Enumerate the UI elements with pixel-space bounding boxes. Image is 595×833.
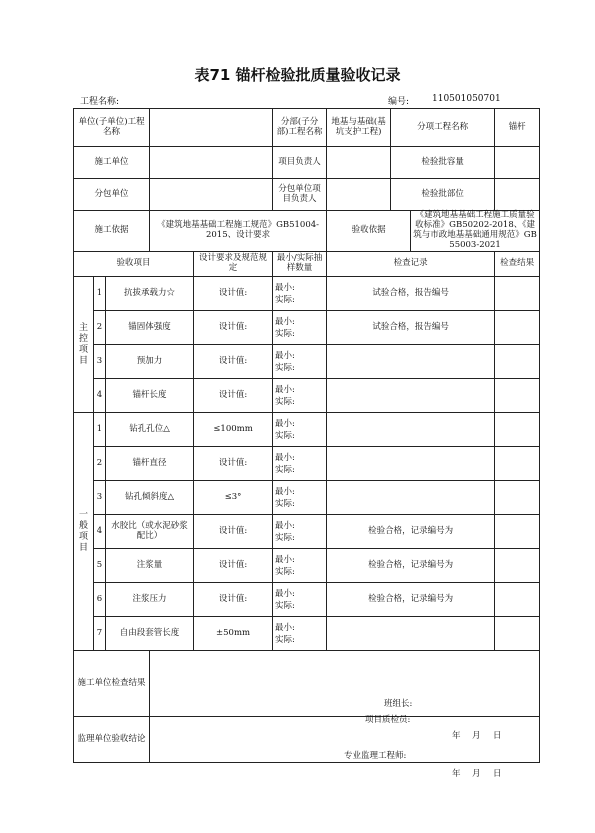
design-requirement: 设计值:: [194, 583, 273, 617]
item-number: 6: [94, 583, 106, 617]
supervisor-label: 专业监理工程师:: [344, 750, 407, 761]
item-number: 3: [94, 481, 106, 515]
construction-result-area[interactable]: [150, 651, 540, 741]
subunit-name-label: 分部(子分部)工程名称: [273, 109, 327, 147]
construction-result-label: 施工单位检查结果: [74, 651, 150, 717]
check-result[interactable]: [495, 583, 540, 617]
sample-count: 最小: 实际:: [273, 345, 327, 379]
table-row: [74, 277, 540, 311]
check-record: 检验合格，记录编号为: [327, 515, 495, 549]
col-result-header: 检查结果: [495, 252, 540, 277]
supervision-label: 监理单位验收结论: [74, 717, 150, 763]
check-result[interactable]: [495, 311, 540, 345]
check-result[interactable]: [495, 549, 540, 583]
sample-count: 最小: 实际:: [273, 379, 327, 413]
item-number: 1: [94, 277, 106, 311]
check-record: 检验合格，记录编号为: [327, 583, 495, 617]
design-requirement: 设计值:: [194, 345, 273, 379]
item-name: 锚杆直径: [106, 447, 194, 481]
unit-name-value[interactable]: [150, 109, 273, 147]
table-row: [74, 549, 540, 583]
day-label: 日: [493, 730, 502, 741]
item-number: 1: [94, 413, 106, 447]
item-name: 锚固体强度: [106, 311, 194, 345]
item-number: 7: [94, 617, 106, 651]
sub-unit-value[interactable]: [150, 179, 273, 211]
item-name: 锚杆长度: [106, 379, 194, 413]
design-requirement: 设计值:: [194, 277, 273, 311]
acceptance-basis-value: 《建筑地基基础工程施工质量验收标准》GB50202-2018、《建筑与市政地基基础通用规范》GB 55003-2021: [411, 211, 540, 252]
check-record: [327, 379, 495, 413]
check-record: 试验合格，报告编号: [327, 311, 495, 345]
check-result[interactable]: [495, 617, 540, 651]
year-label: 年: [452, 730, 461, 741]
page-title: 表71 锚杆检验批质量验收记录: [194, 66, 401, 84]
item-number: 3: [94, 345, 106, 379]
table-row: [74, 447, 540, 481]
item-name: 注浆量: [106, 549, 194, 583]
day-label: 日: [493, 768, 502, 779]
sample-count: 最小: 实际:: [273, 311, 327, 345]
item-name: 水胶比（或水泥砂浆配比）: [106, 515, 194, 549]
check-record: [327, 345, 495, 379]
check-record: 检验合格，记录编号为: [327, 549, 495, 583]
batch-location-label: 检验批部位: [391, 179, 495, 211]
design-requirement: 设计值:: [194, 379, 273, 413]
check-record: [327, 413, 495, 447]
basis-value: 《建筑地基基础工程施工规范》GB51004-2015、设计要求: [150, 211, 327, 252]
design-requirement: 设计值:: [194, 311, 273, 345]
project-manager-label: 项目负责人: [273, 147, 327, 179]
col-sample-header: 最小/实际抽样数量: [273, 252, 327, 277]
item-name-label: 分项工程名称: [391, 109, 495, 147]
item-number: 2: [94, 311, 106, 345]
acceptance-basis-label: 验收依据: [327, 211, 411, 252]
design-requirement: ≤3°: [194, 481, 273, 515]
sub-unit-label: 分包单位: [74, 179, 150, 211]
sample-count: 最小: 实际:: [273, 617, 327, 651]
check-result[interactable]: [495, 447, 540, 481]
item-number: 4: [94, 379, 106, 413]
project-manager-value[interactable]: [327, 147, 391, 179]
check-result[interactable]: [495, 481, 540, 515]
check-record: 试验合格，报告编号: [327, 277, 495, 311]
sample-count: 最小: 实际:: [273, 447, 327, 481]
item-name: 钻孔倾斜度△: [106, 481, 194, 515]
acceptance-form-table: [73, 108, 540, 779]
sample-count: 最小: 实际:: [273, 481, 327, 515]
unit-name-label: 单位(子单位)工程名称: [74, 109, 150, 147]
item-name: 注浆压力: [106, 583, 194, 617]
table-row: [74, 617, 540, 651]
table-row: [74, 345, 540, 379]
number-label: 编号:: [388, 97, 410, 107]
design-requirement: 设计值:: [194, 549, 273, 583]
quality-inspector-label: 项目质检员:: [365, 714, 411, 725]
sample-count: 最小: 实际:: [273, 515, 327, 549]
month-label: 月: [472, 730, 481, 741]
construction-unit-label: 施工单位: [74, 147, 150, 179]
design-requirement: 设计值:: [194, 447, 273, 481]
table-row: [74, 413, 540, 447]
number-value: 110501050701: [432, 94, 501, 104]
sub-unit-manager-value[interactable]: [327, 179, 391, 211]
sample-count: 最小: 实际:: [273, 583, 327, 617]
basis-label: 施工依据: [74, 211, 150, 252]
project-name-label: 工程名称:: [80, 97, 120, 107]
check-result[interactable]: [495, 413, 540, 447]
sample-count: 最小: 实际:: [273, 549, 327, 583]
sample-count: 最小: 实际:: [273, 277, 327, 311]
general-group-label: 一般项目: [74, 413, 94, 651]
table-row: [74, 583, 540, 617]
col-design-header: 设计要求及规范规定: [194, 252, 273, 277]
construction-unit-value[interactable]: [150, 147, 273, 179]
design-requirement: ±50mm: [194, 617, 273, 651]
item-name: 自由段套管长度: [106, 617, 194, 651]
col-record-header: 检查记录: [327, 252, 495, 277]
batch-capacity-label: 检验批容量: [391, 147, 495, 179]
table-row: [74, 515, 540, 549]
item-number: 4: [94, 515, 106, 549]
col-item-header: 验收项目: [74, 252, 194, 277]
year-label: 年: [452, 768, 461, 779]
design-requirement: 设计值:: [194, 515, 273, 549]
main-group-label: 主控项目: [74, 277, 94, 413]
month-label: 月: [472, 768, 481, 779]
batch-location-value[interactable]: [495, 179, 540, 211]
table-row: [74, 481, 540, 515]
check-result[interactable]: [495, 277, 540, 311]
item-number: 5: [94, 549, 106, 583]
item-name: 钻孔孔位△: [106, 413, 194, 447]
item-name: 抗拔承载力☆: [106, 277, 194, 311]
item-name-value: 锚杆: [495, 109, 540, 147]
check-result[interactable]: [495, 379, 540, 413]
table-row: [74, 379, 540, 413]
sub-unit-manager-label: 分包单位项目负责人: [273, 179, 327, 211]
table-row: [74, 311, 540, 345]
item-number: 2: [94, 447, 106, 481]
subunit-name-value: 地基与基础(基坑支护工程): [327, 109, 391, 147]
batch-capacity-value[interactable]: [495, 147, 540, 179]
check-result[interactable]: [495, 345, 540, 379]
check-result[interactable]: [495, 515, 540, 549]
team-leader-label: 班组长:: [384, 698, 413, 709]
check-record: [327, 481, 495, 515]
check-record: [327, 617, 495, 651]
check-record: [327, 447, 495, 481]
sample-count: 最小: 实际:: [273, 413, 327, 447]
item-name: 预加力: [106, 345, 194, 379]
supervision-area[interactable]: [150, 714, 540, 779]
design-requirement: ≤100mm: [194, 413, 273, 447]
